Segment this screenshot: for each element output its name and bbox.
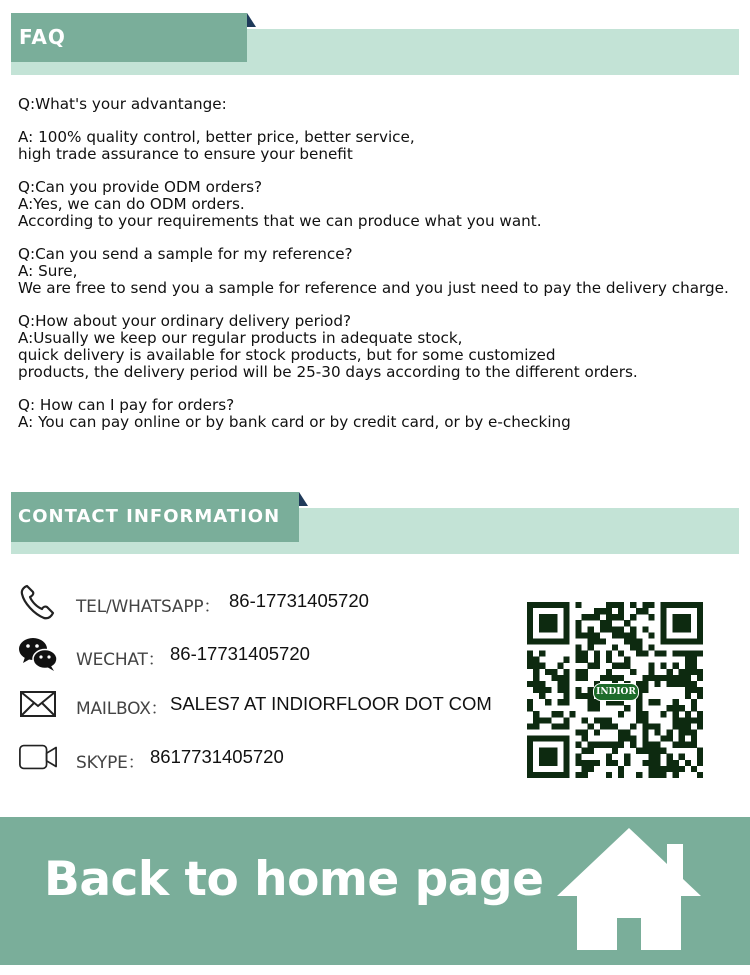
faq-line: A: 100% quality control, better price, better service, — [18, 128, 415, 146]
mailbox-value[interactable]: SALES7 AT INDIORFLOOR DOT COM — [170, 693, 492, 714]
mailbox-label: MAILBOX： — [76, 699, 168, 719]
skype-label: SKYPE： — [76, 753, 145, 773]
contact-heading-text: CONTACT INFORMATION — [18, 506, 281, 527]
faq-line: high trade assurance to ensure your benefit — [18, 145, 353, 163]
home-icon[interactable] — [555, 826, 703, 952]
wechat-value[interactable]: 86-17731405720 — [170, 643, 310, 664]
wechat-label: WECHAT： — [76, 650, 165, 670]
faq-spacer — [18, 297, 748, 313]
contact-row-skype — [18, 737, 284, 777]
faq-spacer — [18, 230, 748, 246]
faq-spacer — [18, 113, 748, 129]
faq-line: Q:Can you send a sample for my reference? — [18, 245, 353, 263]
faq-line: A: You can pay online or by bank card or by credit card, or by e-checking — [18, 413, 571, 431]
faq-line: Q:What's your advantange: — [18, 95, 227, 113]
qr-logo: INDIOR — [593, 683, 639, 701]
faq-heading-text: FAQ — [19, 25, 66, 49]
faq-content — [18, 96, 748, 431]
tel-label: TEL/WHATSAPP： — [76, 597, 221, 617]
faq-line: products, the delivery period will be 25-30 days according to the different orders. — [18, 363, 638, 381]
video-camera-icon — [18, 737, 58, 777]
contact-row-mailbox — [18, 684, 492, 724]
faq-line: A: Sure, — [18, 262, 78, 280]
faq-line: A:Yes, we can do ODM orders. — [18, 195, 245, 213]
faq-line: We are free to send you a sample for reference and you just need to pay the delivery charge. — [18, 279, 729, 297]
faq-line: A:Usually we keep our regular products in adequate stock, — [18, 329, 463, 347]
contact-heading — [11, 492, 299, 542]
contact-row-tel — [18, 582, 369, 622]
faq-heading-fold — [247, 13, 256, 27]
faq-line: According to your requirements that we can produce what you want. — [18, 212, 542, 230]
mail-icon — [18, 684, 58, 724]
tel-value[interactable]: 86-17731405720 — [229, 590, 369, 611]
faq-heading — [11, 13, 247, 62]
faq-spacer — [18, 163, 748, 179]
phone-icon — [18, 582, 58, 622]
faq-line: Q: How can I pay for orders? — [18, 396, 235, 414]
contact-heading-fold — [299, 492, 308, 506]
faq-line: quick delivery is available for stock products, but for some customized — [18, 346, 556, 364]
faq-spacer — [18, 381, 748, 397]
contact-row-wechat — [18, 634, 310, 674]
faq-line: Q:How about your ordinary delivery period? — [18, 312, 352, 330]
wechat-icon — [18, 634, 58, 674]
back-to-home-label[interactable]: Back to home page — [44, 852, 544, 907]
faq-line: Q:Can you provide ODM orders? — [18, 178, 263, 196]
skype-value[interactable]: 8617731405720 — [150, 746, 284, 767]
